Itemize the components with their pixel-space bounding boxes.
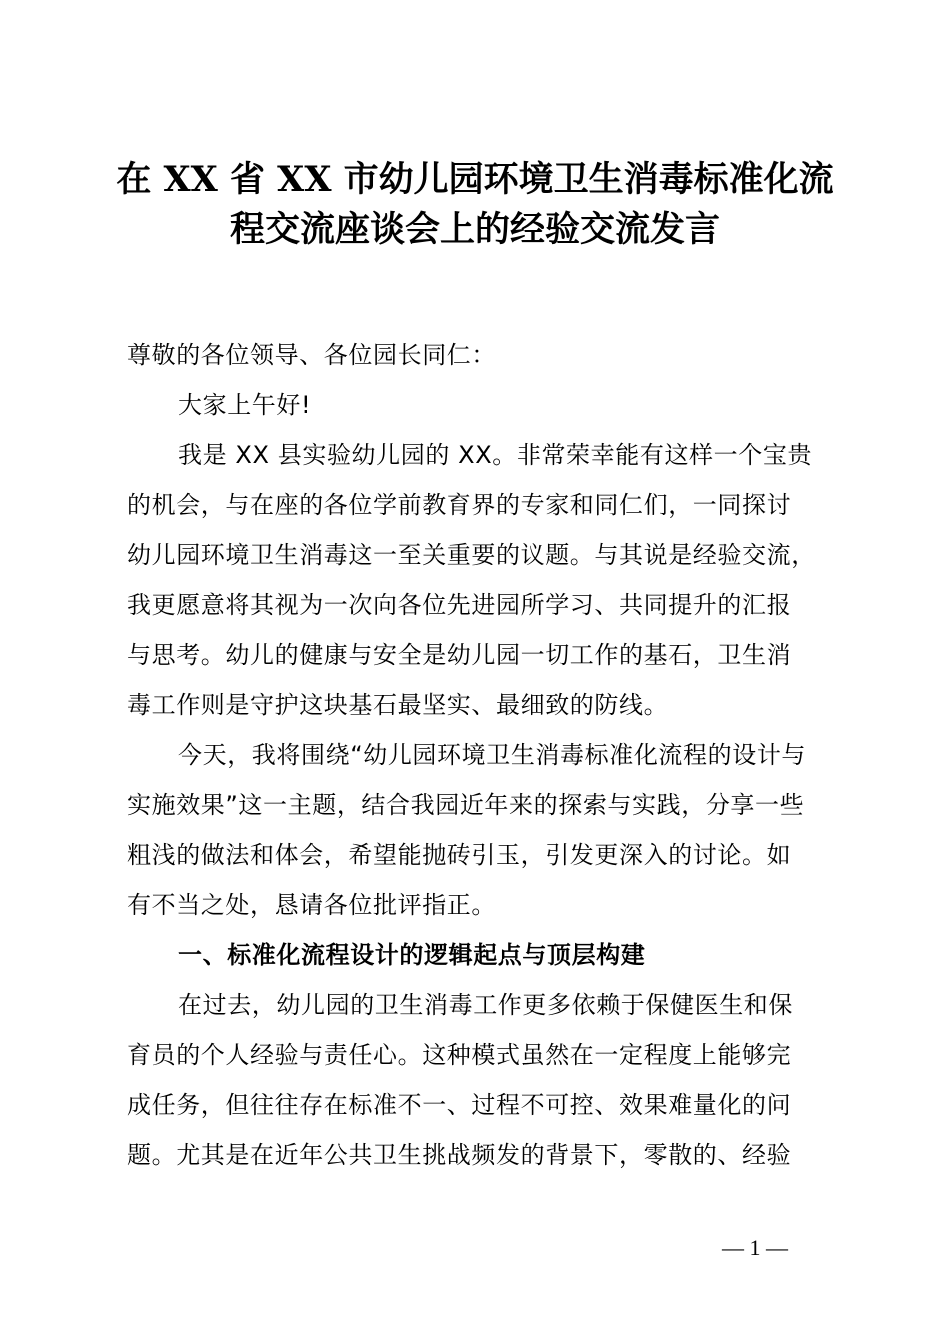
paragraph-1-line: 的机会，与在座的各位学前教育界的专家和同仁们，一同探讨 xyxy=(127,491,792,519)
salutation: 尊敬的各位领导、各位园长同仁： xyxy=(127,341,496,369)
paragraph-1-line: 我更愿意将其视为一次向各位先进园所学习、共同提升的汇报 xyxy=(127,591,792,619)
document-title xyxy=(100,155,850,255)
paragraph-3-line: 题。尤其是在近年公共卫生挑战频发的背景下，零散的、经验 xyxy=(127,1141,792,1169)
paragraph-1-line: 毒工作则是守护这块基石最坚实、最细致的防线。 xyxy=(127,691,669,719)
paragraph-3-line: 在过去，幼儿园的卫生消毒工作更多依赖于保健医生和保 xyxy=(178,991,793,1019)
section-heading: 一、标准化流程设计的逻辑起点与顶层构建 xyxy=(178,941,646,969)
paragraph-1-line: 幼儿园环境卫生消毒这一至关重要的议题。与其说是经验交流， xyxy=(127,541,816,569)
paragraph-3-line: 成任务，但往往存在标准不一、过程不可控、效果难量化的问 xyxy=(127,1091,792,1119)
paragraph-2-line: 实施效果”这一主题，结合我园近年来的探索与实践，分享一些 xyxy=(127,791,805,819)
page-number: — 1 — xyxy=(722,1235,788,1260)
paragraph-2-line: 今天，我将围绕“幼儿园环境卫生消毒标准化流程的设计与 xyxy=(178,741,807,769)
title-line-1: 在 XX 省 XX 市幼儿园环境卫生消毒标准化流 xyxy=(116,159,834,200)
title-line-2: 程交流座谈会上的经验交流发言 xyxy=(229,209,720,250)
greeting: 大家上午好! xyxy=(178,391,312,419)
paragraph-2-line: 粗浅的做法和体会，希望能抛砖引玉，引发更深入的讨论。如 xyxy=(127,841,792,869)
paragraph-3-line: 育员的个人经验与责任心。这种模式虽然在一定程度上能够完 xyxy=(127,1041,792,1069)
paragraph-1-line: 我是 XX 县实验幼儿园的 XX。非常荣幸能有这样一个宝贵 xyxy=(178,441,813,469)
paragraph-2-line: 有不当之处，恳请各位批评指正。 xyxy=(127,891,496,919)
paragraph-1-line: 与思考。幼儿的健康与安全是幼儿园一切工作的基石，卫生消 xyxy=(127,641,792,669)
